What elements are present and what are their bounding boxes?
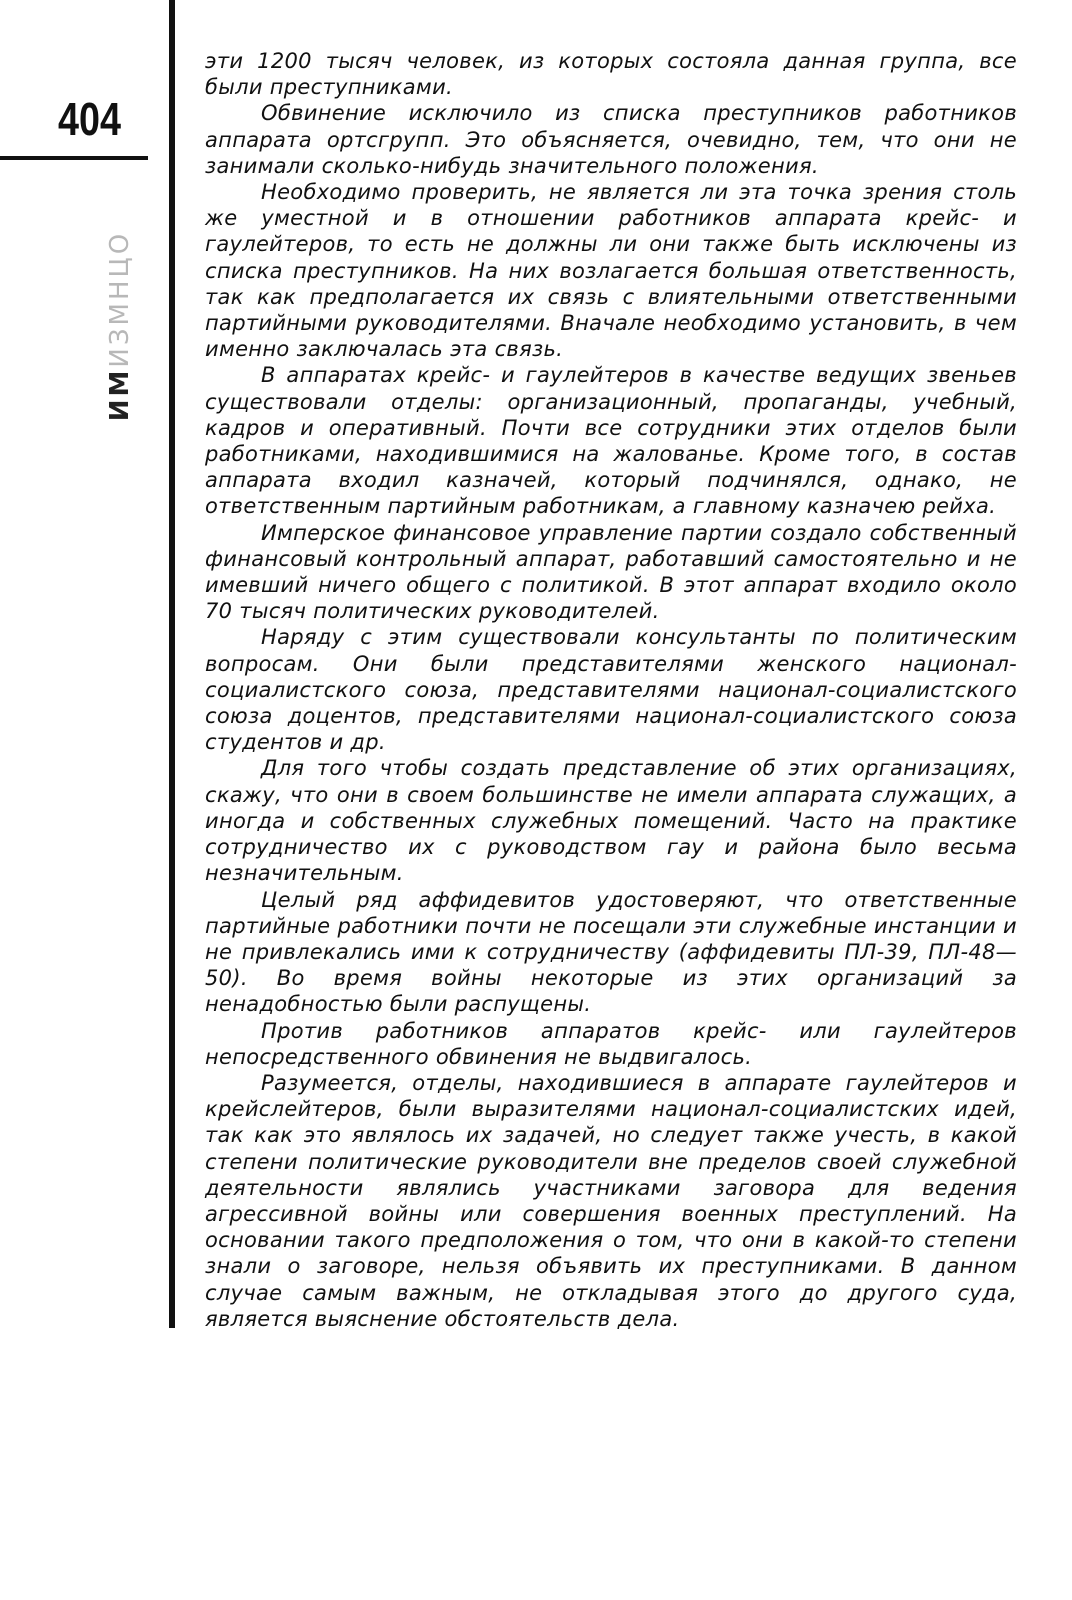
running-head-lead: ИМ [105, 367, 135, 422]
paragraph: эти 1200 тысяч человек, из которых состояла данная группа, все были преступниками. [205, 49, 1017, 100]
page-number: 404 [58, 93, 121, 145]
body-text [205, 48, 1017, 1332]
running-head-rest: ИЗМНЦО [105, 230, 135, 368]
paragraph: Имперское финансовое управление партии создало собственный финансовый контрольный аппарат, работавший самостоятельно и не имевший ничего общего с политикой. В этот аппарат входило около 70 тысяч политических руководителей. [205, 520, 1017, 624]
paragraph: Для того чтобы создать представление об этих организациях, скажу, что они в своем большинстве не имели аппарата служащих, а иногда и собственных служебных помещений. Часто на практике сотрудничество их с руководством гау и района было весьма незначительным. [205, 756, 1017, 886]
paragraph: Обвинение исключило из списка преступников работников аппарата ортсгрупп. Это объясняется, очевидно, тем, что они не занимали сколько-нибудь значительного положения. [205, 101, 1017, 178]
margin-vertical-rule [169, 0, 175, 1328]
paragraph: Наряду с этим существовали консультанты по политическим вопросам. Они были представителями женского национал-социалистского союза, представителями национал-социалистского союза доцентов, представителями национал-социалистского союза студентов и др. [205, 625, 1017, 755]
paragraph: В аппаратах крейс- и гаулейтеров в качестве ведущих звеньев существовали отделы: организационный, пропаганды, учебный, кадров и оперативный. Почти все сотрудники этих отделов были работниками, находившимися на жалованье. Кроме того, в состав аппарата входил казначей, который подчинялся, однако, не ответственным партийным работникам, а главному казначею рейха. [205, 363, 1017, 519]
page-number-underline [0, 156, 148, 160]
paragraph: Разумеется, отделы, находившиеся в аппарате гаулейтеров и крейслейтеров, были выразителями национал-социалистских идей, так как это являлось их задачей, но следует также учесть, в какой степени политические руководители вне пределов своей служебной деятельности являлись участниками заговора для ведения агрессивной войны или совершения военных преступлений. На основании такого предположения о том, что они в какой-то степени знали о заговоре, нельзя объявить их преступниками. В данном случае самым важным, не откладывая этого до другого суда, является выяснение обстоятельств дела. [205, 1070, 1017, 1331]
paragraph: Против работников аппаратов крейс- или гаулейтеров непосредственного обвинения не выдвигалось. [205, 1018, 1017, 1069]
running-head [100, 176, 140, 476]
paragraph: Целый ряд аффидевитов удостоверяют, что ответственные партийные работники почти не посещали эти служебные инстанции и не привлекались ими к сотрудничеству (аффидевиты ПЛ-39, ПЛ-48—50). Во время войны некоторые из этих организаций за ненадобностью были распущены. [205, 887, 1017, 1017]
paragraph: Необходимо проверить, не является ли эта точка зрения столь же уместной и в отношении работников аппарата крейс- и гаулейтеров, то есть не должны ли они также быть исключены из списка преступников. На них возлагается большая ответственность, так как предполагается их связь с влиятельными ответственными партийными руководителями. Вначале необходимо установить, в чем именно заключалась эта связь. [205, 180, 1017, 362]
